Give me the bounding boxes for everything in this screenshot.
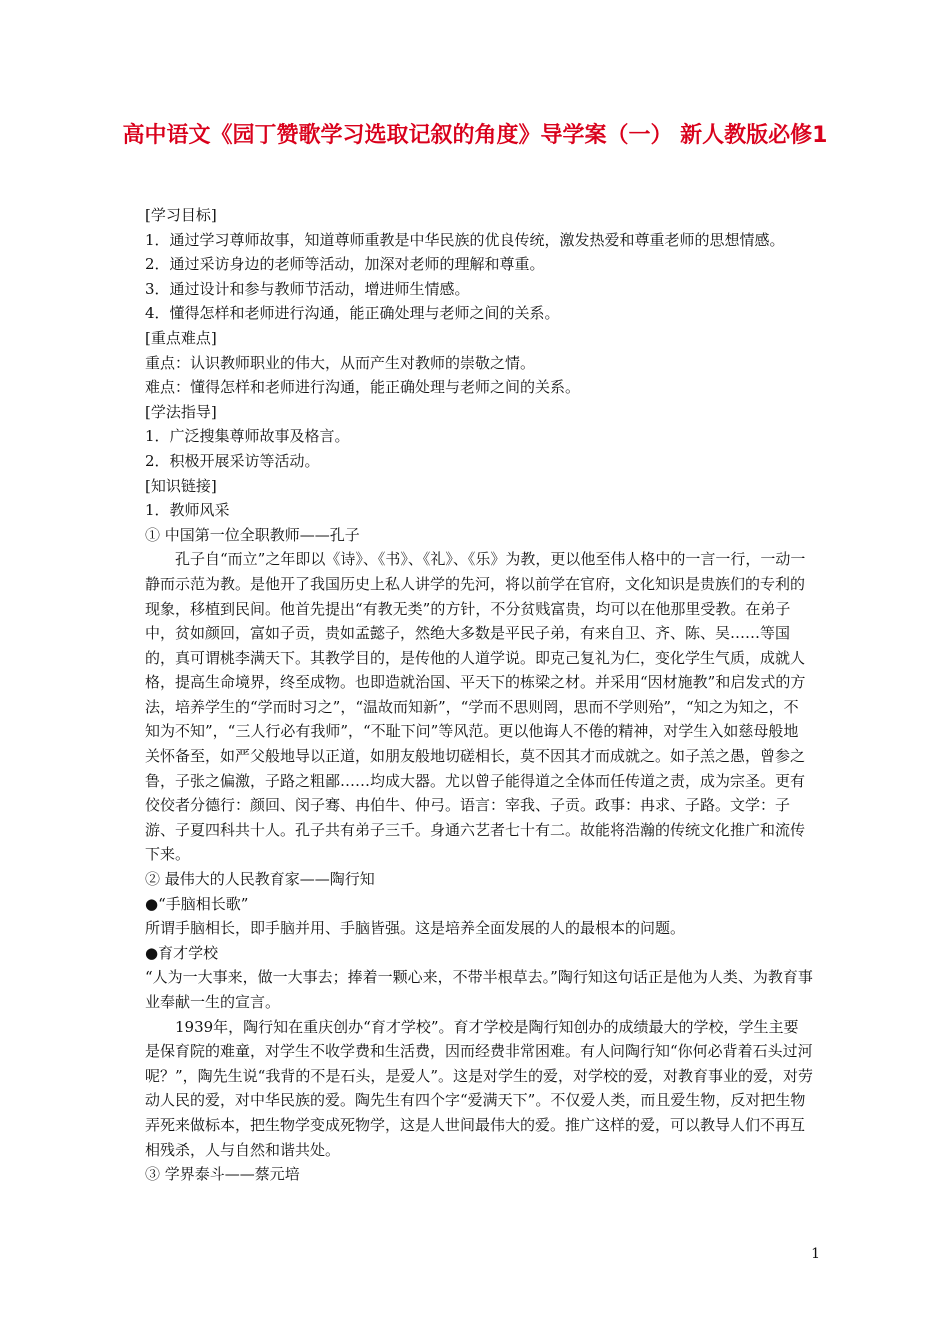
key-point: 重点：认识教师职业的伟大，从而产生对教师的崇敬之情。 [145, 353, 536, 372]
method-item-2: 2．积极开展采访等活动。 [145, 451, 320, 470]
goal-item-2: 2．通过采访身边的老师等活动，加深对老师的理解和尊重。 [145, 255, 545, 274]
teacher-heading-tao-xingzhi: ② 最伟大的人民教育家——陶行知 [145, 870, 375, 889]
page-number: 1 [811, 1246, 820, 1262]
difficult-point: 难点：懂得怎样和老师进行沟通，能正确处理与老师之间的关系。 [145, 378, 581, 397]
subheading-yucai-school: ●育才学校 [145, 943, 219, 962]
goal-item-1: 1．通过学习尊师故事，知道尊师重教是中华民族的优良传统，激发热爱和尊重老师的思想情感。 [145, 230, 785, 249]
section-header-key-points: [重点难点] [145, 328, 217, 347]
section-header-goals: [学习目标] [145, 206, 217, 224]
section-header-knowledge-link: [知识链接] [145, 476, 217, 495]
teacher-heading-confucius: ① 中国第一位全职教师——孔子 [145, 525, 360, 544]
document-body [145, 203, 813, 1187]
tao-quote-paragraph: “人为一大事来，做一大事去；捧着一颗心来，不带半根草去。”陶行知这句话正是他为人类、为教育事业奉献一生的宣言。 [145, 968, 813, 1011]
confucius-paragraph: 孔子自“而立”之年即以《诗》、《书》、《礼》、《乐》为教，更以他至伟人格中的一言一行，一动一静而示范为教。是他开了我国历史上私人讲学的先河，将以前学在官府，文化知识是贵族们的专利的现象，移植到民间。他首先提出“有教无类”的方针，不分贫贱富贵，均可以在他那里受教。在弟子中，贫如颜回，富如子贡，贵如孟懿子，然绝大多数是平民子弟，有来自卫、齐、陈、吴……等国的，真可谓桃李满天下。其教学目的，是传他的人道学说。即克己复礼为仁，变化学生气质，成就人格，提高生命境界，终至成物。也即造就治国、平天下的栋梁之材。并采用“因材施教”和启发式的方法，培养学生的“学而时习之”，“温故而知新”，“学而不思则罔，思而不学则殆”，“知之为知之，不知为不知”，“三人行必有我师”，“不耻下问”等风范。更以他诲人不倦的精神，对学生入如慈母般地关怀备至，如严父般地导以正道，如朋友般地切磋相长，莫不因其才而成就之。如子羔之愚，曾参之鲁，子张之偏激，子路之粗鄙……均成大器。尤以曾子能得道之全体而任传道之责，成为宗圣。更有佼佼者分德行：颜回、闵子骞、冉伯牛、仲弓。语言：宰我、子贡。政事：冉求、子路。文学：子游、子夏四科共十人。孔子共有弟子三千。身通六艺者七十有二。故能将浩瀚的传统文化推广和流传下来。 [145, 550, 806, 864]
goal-item-3: 3．通过设计和参与教师节活动，增进师生情感。 [145, 279, 470, 298]
teacher-heading-cai-yuanpei: ③ 学界泰斗——蔡元培 [145, 1165, 300, 1184]
document-title: 高中语文《园丁赞歌学习选取记叙的角度》导学案（一） 新人教版必修1 [122, 123, 828, 148]
goal-item-4: 4．懂得怎样和老师进行沟通，能正确处理与老师之间的关系。 [145, 304, 560, 323]
method-item-1: 1．广泛搜集尊师故事及格言。 [145, 427, 350, 446]
hand-brain-paragraph: 所谓手脑相长，即手脑并用、手脑皆强。这是培养全面发展的人的最根本的问题。 [145, 919, 686, 938]
knowledge-item-1: 1．教师风采 [145, 501, 230, 520]
subheading-hand-brain-song: ●“手脑相长歌” [145, 894, 249, 913]
yucai-paragraph: 1939年，陶行知在重庆创办“育才学校”。育才学校是陶行知创办的成绩最大的学校，学生主要是保育院的难童，对学生不收学费和生活费，因而经费非常困难。有人问陶行知“你何必背着石头过河呢？”，陶先生说“我背的不是石头，是爱人”。这是对学生的爱，对学校的爱，对教育事业的爱，对劳动人民的爱，对中华民族的爱。陶先生有四个字“爱满天下”。不仅爱人类，而且爱生物，反对把生物弄死来做标本，把生物学变成死物学，这是人世间最伟大的爱。推广这样的爱，可以教导人们不再互相残杀，人与自然和谐共处。 [145, 1017, 814, 1159]
section-header-method: [学法指导] [145, 402, 217, 421]
